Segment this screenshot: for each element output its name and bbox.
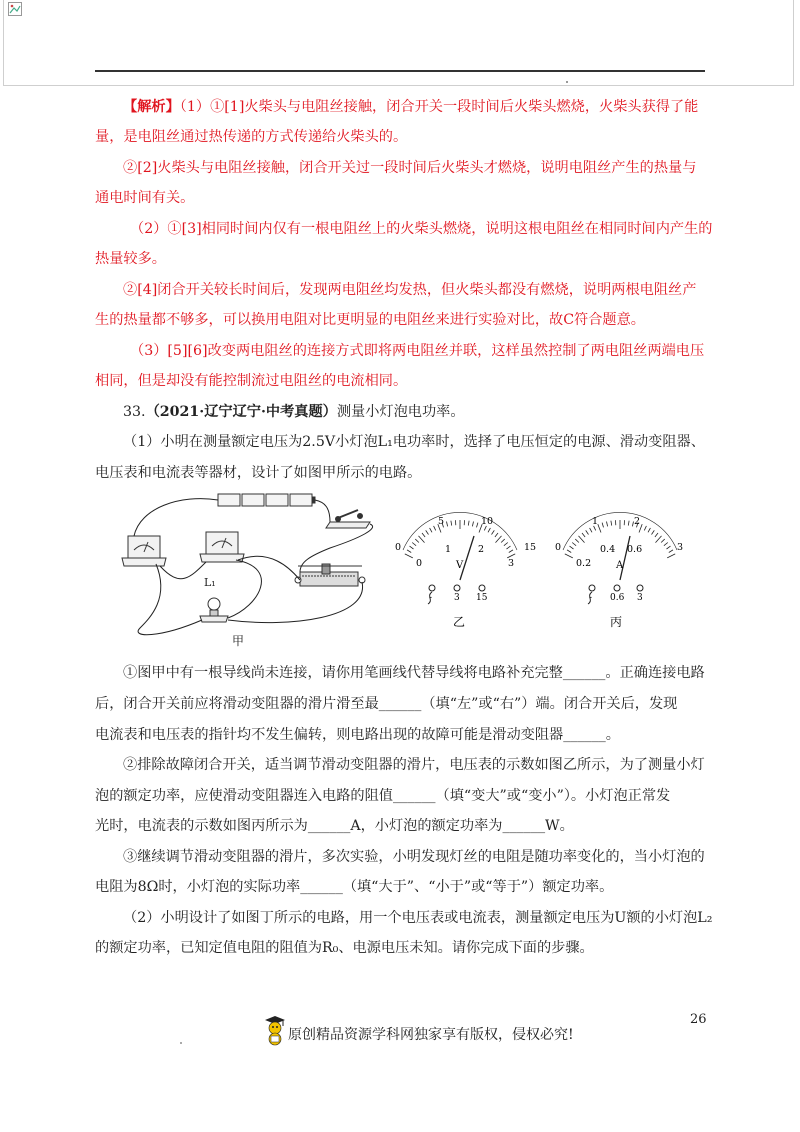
volt-bottom-tick-2: 2 — [478, 544, 485, 555]
voltmeter-needle — [460, 536, 474, 580]
analysis-line-3: ②[2]火柴头与电阻丝接触，闭合开关过一段时间后火柴头才燃烧，说明电阻丝产生的热量与 — [123, 160, 697, 176]
volt-scale-tick — [430, 528, 432, 532]
volt-top-tick-15: 15 — [524, 542, 537, 553]
analysis-tag: 【解析】 — [123, 99, 180, 115]
amp-scale-tick — [590, 528, 592, 532]
amp-scale-tick — [652, 530, 655, 534]
question-line-7: 泡的额定功率，应使滑动变阻器连入电路的阻值______（填“变大”或“变小”）。小灯泡正常发 — [95, 788, 671, 804]
amp-top-tick-1: 1 — [592, 516, 599, 527]
volt-top-tick-5: 5 — [438, 516, 445, 527]
volt-scale-tick — [434, 526, 436, 531]
ammeter-dial — [555, 512, 683, 629]
amp-scale-tick — [661, 539, 665, 542]
question-line-8: 光时，电流表的示数如图丙所示为______A，小灯泡的额定功率为______W。 — [95, 818, 574, 834]
amp-bottom-tick-04: 0.6 — [627, 544, 643, 555]
amp-scale-tick — [570, 546, 574, 549]
ammeter-needle — [620, 536, 630, 580]
amp-scale-tick — [669, 550, 673, 553]
volt-unit: V — [456, 560, 464, 571]
amp-scale-tick — [611, 521, 612, 526]
volt-scale-tick — [410, 546, 414, 549]
volt-scale-tick — [488, 528, 490, 532]
amp-terminal-neg: - — [589, 593, 593, 603]
volt-scale-tick — [468, 521, 469, 526]
amp-top-tick-3: 3 — [677, 542, 684, 553]
volt-scale-tick — [426, 530, 429, 534]
analysis-text: （1）①[1]火柴头与电阻丝接触，闭合开关一段时间后火柴头燃烧，火柴头获得了能 — [179, 99, 699, 115]
voltmeter-dial — [395, 512, 536, 629]
amp-scale-tick — [667, 554, 675, 558]
header-frame — [3, 0, 794, 86]
rheostat — [295, 564, 365, 586]
footer-dot — [180, 1042, 182, 1044]
amp-bottom-tick-0: 0.2 — [576, 558, 592, 569]
question-line-10: 电阻为8Ω时，小灯泡的实际功率______（填“大于”、“小于”或“等于”）额定功率。 — [95, 879, 614, 895]
amp-unit: A — [616, 560, 624, 571]
amp-bottom-tick-02: 0.4 — [600, 544, 616, 555]
analysis-line-9: （3）[5][6]改变两电阻丝的连接方式即将两电阻丝并联，这样虽然控制了两电阻丝两端电压 — [130, 343, 705, 359]
volt-scale-tick — [407, 550, 411, 553]
volt-scale-tick — [405, 554, 413, 558]
amp-left-zero: 0 — [555, 542, 562, 553]
question-line-6: ②排除故障闭合开关，适当调节滑动变阻器的滑片，电压表的示数如图乙所示，为了测量小灯 — [123, 757, 705, 773]
amp-scale-tick — [644, 526, 646, 531]
amp-scale-tick — [586, 530, 589, 534]
volt-scale-tick — [447, 522, 448, 527]
question-line-11: （2）小明设计了如图丁所示的电路，用一个电压表或电流表，测量额定电压为U额的小灯泡L₂ — [123, 910, 713, 926]
question-source: （2021·辽宁辽宁·中考真题） — [145, 404, 337, 420]
amp-scale-tick — [567, 550, 571, 553]
analysis-line-1 — [123, 97, 698, 117]
volt-scale-tick — [509, 550, 513, 553]
question-number: 33. — [123, 404, 146, 420]
page-number: 26 — [690, 1012, 707, 1027]
switch — [326, 510, 370, 528]
amp-scale-tick — [628, 521, 629, 526]
amp-scale-tick — [582, 533, 585, 537]
amp-terminal-3: 3 — [637, 593, 643, 603]
volt-scale-tick — [422, 533, 425, 537]
figure-yi-label: 乙 — [453, 615, 466, 629]
volt-terminal-neg: - — [429, 593, 433, 603]
question-title: 测量小灯泡电功率。 — [336, 404, 465, 420]
volt-scale-tick — [477, 523, 478, 528]
ammeter-device — [200, 532, 244, 562]
question-line-2: 电压表和电流表等器材，设计了如图甲所示的电路。 — [95, 465, 422, 481]
header-rule — [95, 70, 705, 72]
broken-image-icon — [8, 2, 22, 16]
amp-scale-tick — [598, 524, 601, 532]
analysis-line-2: 量，是电阻丝通过热传递的方式传递给火柴头的。 — [95, 129, 408, 145]
question-line-4: 后，闭合开关前应将滑动变阻器的滑片滑至最______（填“左”或“右”）端。闭合开关后，发现 — [95, 696, 678, 712]
volt-bottom-tick-3: 3 — [508, 558, 515, 569]
figure-jia-label: 甲 — [232, 634, 245, 648]
question-line-9: ③继续调节滑动变阻器的滑片，多次实验，小明发现灯丝的电阻是随功率变化的，当小灯泡的 — [123, 849, 705, 865]
question-heading — [123, 402, 465, 422]
volt-scale-tick — [504, 543, 508, 546]
volt-scale-tick — [415, 539, 419, 542]
volt-scale-tick — [496, 536, 502, 543]
amp-scale-tick — [579, 536, 585, 543]
volt-scale-tick — [419, 536, 425, 543]
amp-scale-tick — [575, 539, 579, 542]
volt-scale-tick — [507, 546, 511, 549]
volt-scale-tick — [451, 521, 452, 526]
amp-scale-tick — [602, 523, 603, 528]
amp-scale-tick — [664, 543, 668, 546]
footer-copyright: 原创精品资源学科网独家享有版权，侵权必究! — [288, 1027, 574, 1043]
analysis-line-8: 生的热量都不够多，可以换用电阻对比更明显的电阻丝来进行实验对比，故C符合题意。 — [95, 312, 645, 328]
volt-left-zero: 0 — [395, 542, 402, 553]
lamp-label: L₁ — [204, 576, 216, 589]
volt-scale-tick — [495, 533, 498, 537]
amp-scale-tick — [655, 533, 658, 537]
question-line-3: ①图甲中有一根导线尚未连接，请你用笔画线代替导线将电路补充完整______。正确连接电路 — [123, 665, 705, 681]
amp-scale-tick — [565, 554, 573, 558]
analysis-line-7: ②[4]闭合开关较长时间后，发现两电阻丝均发热，但火柴头都没有燃烧，说明两根电阻丝产 — [123, 282, 697, 298]
volt-scale-tick — [412, 543, 416, 546]
volt-bottom-tick-1: 1 — [445, 544, 452, 555]
analysis-line-4: 通电时间有关。 — [95, 190, 195, 206]
volt-scale-tick — [501, 539, 505, 542]
volt-bottom-tick-0: 0 — [416, 558, 423, 569]
amp-scale-tick — [656, 536, 662, 543]
analysis-line-5: （2）①[3]相同时间内仅有一根电阻丝上的火柴头燃烧，说明这根电阻丝在相同时间内产生的 — [130, 221, 713, 237]
amp-scale-tick — [572, 543, 576, 546]
volt-scale-tick — [472, 522, 473, 527]
amp-scale-tick — [667, 546, 671, 549]
figure-bing-label: 丙 — [610, 615, 623, 629]
analysis-line-10: 相同，但是却没有能控制流过电阻丝的电流相同。 — [95, 373, 408, 389]
question-line-5: 电流表和电压表的指针均不发生偏转，则电路出现的故障可能是滑动变阻器______。 — [95, 727, 620, 743]
amp-top-tick-2: 2 — [634, 516, 641, 527]
analysis-line-6: 热量较多。 — [95, 251, 166, 267]
battery-pack — [218, 494, 315, 506]
amp-scale-tick — [648, 528, 650, 532]
volt-top-tick-10: 10 — [481, 516, 494, 527]
amp-terminal-06: 0.6 — [610, 593, 625, 603]
question-line-12: 的额定功率，已知定值电阻的阻值为R₀、电源电压未知。请你完成下面的步骤。 — [95, 940, 594, 956]
volt-terminal-3: 3 — [454, 593, 460, 603]
voltmeter-device — [122, 536, 166, 566]
circuit-figure — [120, 488, 690, 650]
volt-scale-tick — [492, 530, 495, 534]
question-line-1: （1）小明在测量额定电压为2.5V小灯泡L₁电功率时，选择了电压恒定的电源、滑动变阻器、 — [123, 434, 705, 450]
volt-terminal-15: 15 — [476, 593, 488, 603]
amp-scale-tick — [607, 522, 608, 527]
mascot-logo-icon — [262, 1014, 288, 1046]
header-dot — [566, 81, 568, 83]
lamp — [200, 598, 228, 622]
